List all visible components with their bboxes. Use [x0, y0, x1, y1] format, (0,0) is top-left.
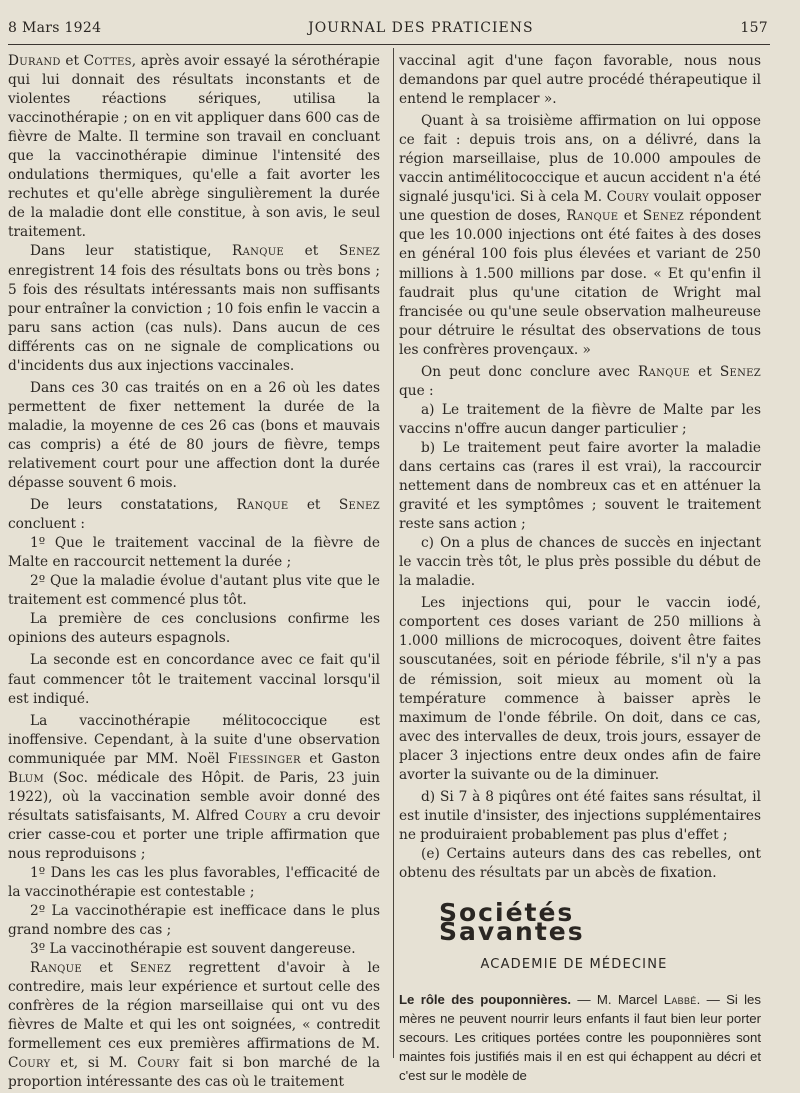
- list-item: c) On a plus de chances de succès en injectant le vaccin très tôt, le plus près possible du début de la maladie.: [399, 535, 761, 590]
- paragraph: Dans leur statistique, Ranque et Senez enregistrent 14 fois des résultats bons ou très bons ; 5 fois des résultats intéressants mais non suffisants pour entraîner la conviction ; 10 fois enfin le vaccin a paru sans action (cas nuls). Dans aucun de ces différents cas on ne signale de complications ou d'incidents dus aux injections vaccinales.: [8, 243, 380, 374]
- paragraph: De leurs constatations, Ranque et Senez concluent :: [8, 497, 380, 533]
- article-paragraph: Le rôle des pouponnières. — M. Marcel Labbé. — Si les mères ne peuvent nourrir leurs enfants il faut bien leur porter secours. Les critiques portées contre les pouponnières sont maintes fois justifiés mais il en est qui échappent au décri et c'est sur le modèle de: [399, 992, 761, 1084]
- page-number: 157: [740, 20, 768, 36]
- list-item: (e) Certains auteurs dans des cas rebelles, ont obtenu des résultats par un abcès de fixation.: [399, 845, 761, 881]
- paragraph: vaccinal agit d'une façon favorable, nous nous demandons par quel autre procédé thérapeutique il entend le remplacer ».: [399, 53, 761, 108]
- paragraph: Ranque et Senez regrettent d'avoir à le contredire, mais leur expérience et surtout celle des confrères de la région marseillaise qui ont vu des fièvres de Malte et qui les ont soignées, « contredit formellement ces eux premières affirmations de M. Coury et, si M. Coury fait si bon marché de la proportion intéressante des cas où le traitement: [8, 960, 380, 1091]
- column-divider: [393, 48, 394, 1058]
- paragraph: Durand et Cottes, après avoir essayé la sérothérapie qui lui donnait des résultats inconstants et de violentes réactions sériques, utilisa la vaccinothérapie ; on en vit appliquer dans 600 cas de fièvre de Malte. Il termine son travail en concluant que la vaccinothérapie diminue l'intensité des ondulations thermiques, qu'elle a fait avorter les rechutes et qu'elle abrège singulièrement la durée de la maladie dont elle constitue, à son avis, le seul traitement.: [8, 53, 380, 241]
- list-item: 3º La vaccinothérapie est souvent dangereuse.: [30, 941, 356, 958]
- header-rule: [8, 44, 770, 45]
- paragraph: On peut donc conclure avec Ranque et Senez que :: [399, 363, 761, 399]
- paragraph: La première de ces conclusions confirme les opinions des auteurs espagnols.: [8, 611, 380, 647]
- paragraph: Quant à sa troisième affirmation on lui oppose ce fait : depuis trois ans, on a délivré, dans la région marseillaise, plus de 10.000 ampoules de vaccin antimélitococcique et aucun accident n'a été signalé jusqu'ici. Si à cela M. Coury voulait opposer une question de doses, Ranque et Senez répondent que les 10.000 injections ont été faites à des doses en général 100 fois plus élevées et variant de 250 millions à 1.500 millions par dose. « Et qu'enfin il faudrait plus qu'une citation de Wright mal francisée ou qu'une seule observation malheureuse pour détruire le résultat des observations de tous les confrères provençaux. »: [399, 113, 761, 358]
- list-item: 1º Dans les cas les plus favorables, l'efficacité de la vaccinothérapie est contestable ;: [8, 864, 380, 901]
- list-item: 2º Que la maladie évolue d'autant plus vite que le traitement est commencé plus tôt.: [8, 573, 380, 609]
- running-head: [8, 20, 768, 36]
- paragraph: La vaccinothérapie mélitococcique est inoffensive. Cependant, à la suite d'une observation communiquée par MM. Noël Fiessinger et Gaston Blum (Soc. médicale des Hôpit. de Paris, 23 juin 1922), où la vaccination semble avoir donné des résultats satisfaisants, M. Alfred Coury a cru devoir crier casse-cou et porter une triple affirmation que nous reproduisons ;: [8, 712, 380, 862]
- article-title: Le rôle des pouponnières.: [399, 992, 572, 1008]
- section-subtitle: ACADEMIE DE MÉDECINE: [480, 957, 668, 973]
- article: [399, 990, 761, 1085]
- list-item: b) Le traitement peut faire avorter la maladie dans certains cas (rares il est vrai), la raccourcir nettement dans de nombreux cas et en atténuer la gravité et les symptômes ; souvent le traitement reste sans action ;: [399, 439, 761, 533]
- paragraph: Les injections qui, pour le vaccin iodé, comportent ces doses variant de 250 millions à 1.000 millions de microcoques, doivent être faites souscutanées, soit en période fébrile, s'il n'y a pas de rémission, soit mieux au moment où la température commence à baisser après le maximum de l'onde fébrile. On doit, dans ce cas, avec des intervalles de deux, trois jours, essayer de placer 3 injections entre deux ondes afin de faire avorter la suivante ou de la diminuer.: [399, 595, 761, 783]
- section-heading: [439, 898, 709, 974]
- list-item: a) Le traitement de la fièvre de Malte par les vaccins n'offre aucun danger particulier ;: [399, 401, 761, 437]
- left-column: [8, 52, 380, 1093]
- section-title: Sociétés Savantes: [439, 898, 585, 947]
- right-column: [399, 52, 761, 1085]
- journal-title: JOURNAL DES PRATICIENS: [308, 20, 534, 36]
- list-item: 2º La vaccinothérapie est inefficace dans le plus grand nombre des cas ;: [8, 903, 380, 939]
- list-item: 1º Que le traitement vaccinal de la fièvre de Malte en raccourcit nettement la durée ;: [8, 535, 380, 571]
- issue-date: 8 Mars 1924: [8, 20, 102, 36]
- paragraph: La seconde est en concordance avec ce fait qu'il faut commencer tôt le traitement vaccinal lorsqu'il est indiqué.: [8, 652, 380, 707]
- paragraph: Dans ces 30 cas traités on en a 26 où les dates permettent de fixer nettement la durée de la maladie, la moyenne de ces 26 cas (bons et mauvais cas compris) a été de 80 jours de fièvre, temps relativement court pour une affection dont la durée dépasse souvent 6 mois.: [8, 379, 380, 492]
- list-item: d) Si 7 à 8 piqûres ont été faites sans résultat, il est inutile d'insister, des injections supplémentaires ne produiraient probablement pas plus d'effet ;: [399, 788, 761, 843]
